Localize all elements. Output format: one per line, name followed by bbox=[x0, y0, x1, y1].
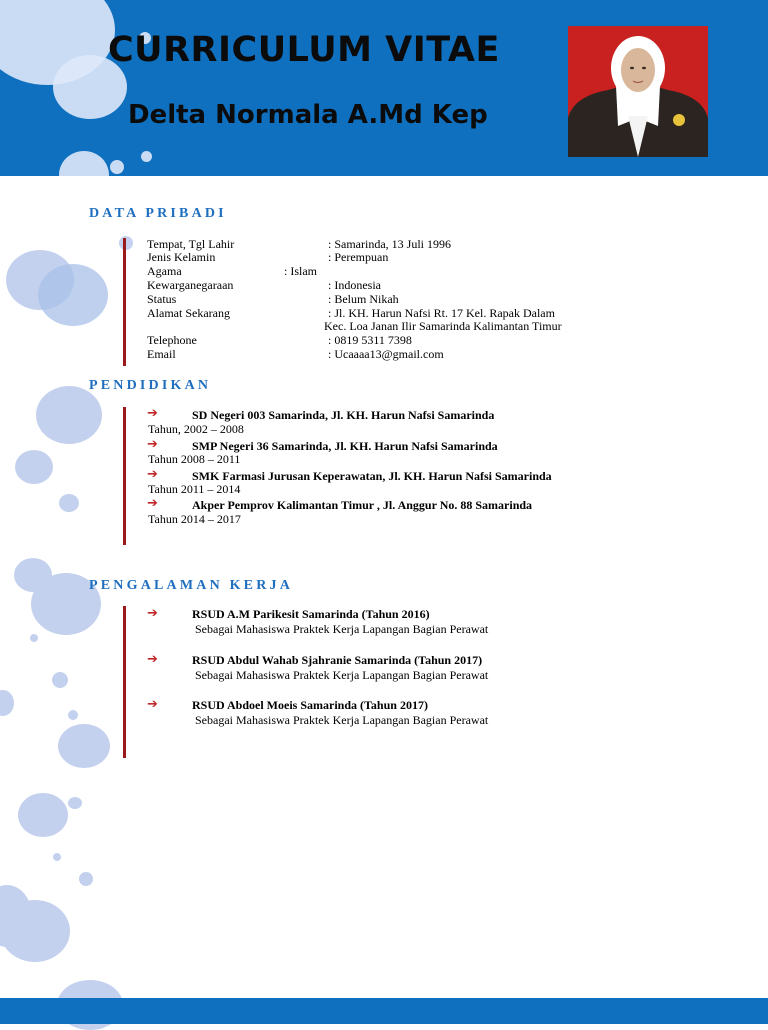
decorative-bubble bbox=[15, 450, 53, 484]
experience-role: Sebagai Mahasiswa Praktek Kerja Lapangan Bagian Perawat bbox=[195, 713, 489, 727]
decorative-bubble bbox=[68, 797, 82, 809]
education-years: Tahun, 2002 – 2008 bbox=[148, 422, 244, 436]
field-value: : Islam bbox=[284, 264, 317, 278]
education-years: Tahun 2014 – 2017 bbox=[148, 512, 241, 526]
field-label: Jenis Kelamin bbox=[147, 250, 216, 264]
experience-role: Sebagai Mahasiswa Praktek Kerja Lapangan Bagian Perawat bbox=[195, 622, 489, 636]
arrow-right-icon: ➔ bbox=[147, 606, 158, 621]
experience-role: Sebagai Mahasiswa Praktek Kerja Lapangan Bagian Perawat bbox=[195, 668, 489, 682]
section-divider-line bbox=[123, 238, 126, 366]
field-label: Telephone bbox=[147, 333, 197, 347]
decorative-bubble bbox=[0, 690, 14, 716]
decorative-bubble bbox=[141, 151, 152, 162]
education-years: Tahun 2011 – 2014 bbox=[148, 482, 241, 496]
decorative-bubble bbox=[53, 853, 61, 861]
decorative-bubble bbox=[119, 236, 133, 250]
decorative-bubble bbox=[0, 900, 70, 962]
education-years: Tahun 2008 – 2011 bbox=[148, 452, 241, 466]
field-value: : Samarinda, 13 Juli 1996 bbox=[328, 237, 451, 251]
field-value: : Perempuan bbox=[328, 250, 389, 264]
decorative-bubble bbox=[52, 672, 68, 688]
footer-bar bbox=[0, 998, 768, 1024]
field-label: Agama bbox=[147, 264, 182, 278]
education-school: SD Negeri 003 Samarinda, Jl. KH. Harun Nafsi Samarinda bbox=[192, 408, 495, 422]
field-value: : Jl. KH. Harun Nafsi Rt. 17 Kel. Rapak Dalam bbox=[328, 306, 555, 320]
decorative-bubble bbox=[38, 264, 108, 326]
section-title-personal: DATA PRIBADI bbox=[89, 206, 227, 221]
field-label: Alamat Sekarang bbox=[147, 306, 230, 320]
arrow-right-icon: ➔ bbox=[147, 406, 158, 421]
decorative-bubble bbox=[110, 160, 124, 174]
field-value: : 0819 5311 7398 bbox=[328, 333, 412, 347]
page-title: CURRICULUM VITAE bbox=[108, 30, 500, 70]
field-label: Kewarganegaraan bbox=[147, 278, 234, 292]
field-value: : Ucaaaa13@gmail.com bbox=[328, 347, 444, 361]
section-divider-line bbox=[123, 606, 126, 758]
education-school: SMP Negeri 36 Samarinda, Jl. KH. Harun Nafsi Samarinda bbox=[192, 439, 498, 453]
person-portrait-icon bbox=[568, 26, 708, 157]
field-label: Tempat, Tgl Lahir bbox=[147, 237, 235, 251]
experience-employer: RSUD Abdoel Moeis Samarinda (Tahun 2017) bbox=[192, 698, 428, 712]
decorative-bubble bbox=[30, 634, 38, 642]
section-divider-line bbox=[123, 407, 126, 545]
decorative-bubble bbox=[59, 494, 79, 512]
arrow-right-icon: ➔ bbox=[147, 437, 158, 452]
section-title-experience: PENGALAMAN KERJA bbox=[89, 578, 294, 593]
decorative-bubble bbox=[68, 710, 78, 720]
person-name: Delta Normala A.Md Kep bbox=[128, 100, 488, 130]
field-value: Kec. Loa Janan Ilir Samarinda Kalimantan Timur bbox=[324, 319, 562, 333]
arrow-right-icon: ➔ bbox=[147, 652, 158, 667]
decorative-bubble bbox=[79, 872, 93, 886]
experience-employer: RSUD A.M Parikesit Samarinda (Tahun 2016) bbox=[192, 607, 430, 621]
decorative-bubble bbox=[18, 793, 68, 837]
decorative-bubble bbox=[36, 386, 102, 444]
profile-photo bbox=[568, 26, 708, 157]
field-label: Status bbox=[147, 292, 177, 306]
arrow-right-icon: ➔ bbox=[147, 697, 158, 712]
arrow-right-icon: ➔ bbox=[147, 467, 158, 482]
experience-employer: RSUD Abdul Wahab Sjahranie Samarinda (Tahun 2017) bbox=[192, 653, 483, 667]
education-school: Akper Pemprov Kalimantan Timur , Jl. Anggur No. 88 Samarinda bbox=[192, 498, 533, 512]
header-banner bbox=[0, 0, 768, 176]
section-title-education: PENDIDIKAN bbox=[89, 378, 212, 393]
field-value: : Belum Nikah bbox=[328, 292, 399, 306]
arrow-right-icon: ➔ bbox=[147, 496, 158, 511]
decorative-bubble bbox=[58, 724, 110, 768]
education-school: SMK Farmasi Jurusan Keperawatan, Jl. KH. Harun Nafsi Samarinda bbox=[192, 469, 552, 483]
decorative-bubble bbox=[59, 151, 109, 176]
field-label: Email bbox=[147, 347, 176, 361]
field-value: : Indonesia bbox=[328, 278, 381, 292]
